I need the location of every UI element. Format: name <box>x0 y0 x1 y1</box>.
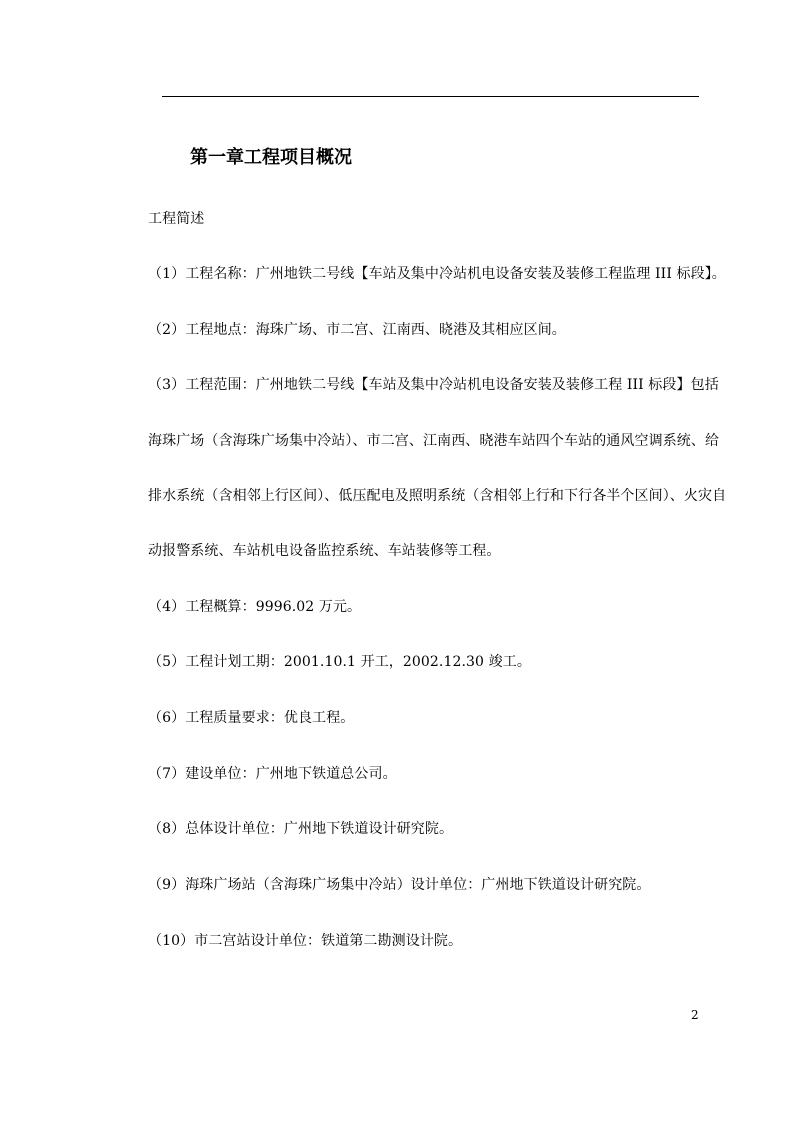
item-3-cont: 排水系统（含相邻上行区间）、低压配电及照明系统（含相邻上行和下行各半个区间）、火灾自 <box>148 488 727 504</box>
item-1: （1）工程名称：广州地铁二号线【车站及集中冷站机电设备安装及装修工程监理 III 标段】。 <box>148 266 726 282</box>
item-3-cont: 动报警系统、车站机电设备监控系统、车站装修等工程。 <box>148 543 501 559</box>
item-4: （4）工程概算：9996.02 万元。 <box>148 599 362 615</box>
item-8: （8）总体设计单位：广州地下铁道设计研究院。 <box>148 821 454 837</box>
item-3-cont: 海珠广场（含海珠广场集中冷站）、市二宫、江南西、晓港车站四个车站的通风空调系统、给 <box>148 433 720 449</box>
item-2: （2）工程地点：海珠广场、市二宫、江南西、晓港及其相应区间。 <box>148 322 566 338</box>
section-heading: 工程简述 <box>148 211 205 227</box>
item-3: （3）工程范围：广州地铁二号线【车站及集中冷站机电设备安装及装修工程 III 标段】包括 <box>148 377 719 393</box>
item-9: （9）海珠广场站（含海珠广场集中冷站）设计单位：广州地下铁道设计研究院。 <box>148 877 651 893</box>
item-5: （5）工程计划工期：2001.10.1 开工，2002.12.30 竣工。 <box>148 654 531 670</box>
item-7: （7）建设单位：广州地下铁道总公司。 <box>148 766 397 782</box>
chapter-title: 第一章工程项目概况 <box>190 147 352 168</box>
item-6: （6）工程质量要求：优良工程。 <box>148 710 355 726</box>
page-number: 2 <box>691 1008 699 1022</box>
item-10: （10）市二宫站设计单位：铁道第二勘测设计院。 <box>148 933 463 949</box>
header-rule <box>162 96 699 97</box>
